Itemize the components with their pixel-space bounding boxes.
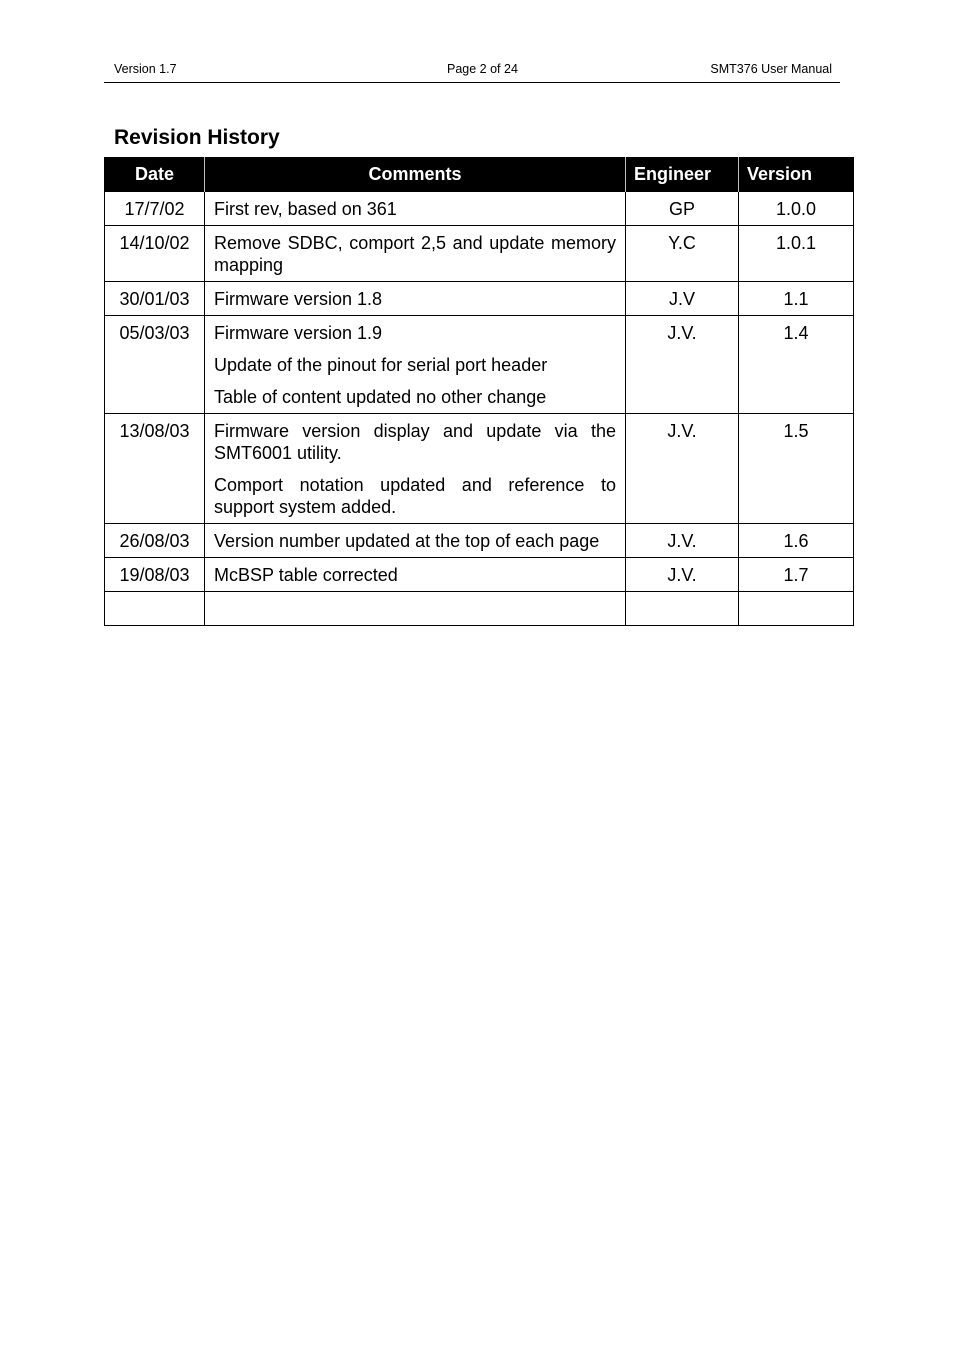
cell-engineer: GP	[626, 192, 739, 226]
header-version: Version 1.7	[114, 62, 177, 76]
cell-comments	[205, 192, 626, 226]
cell-comments	[205, 282, 626, 316]
cell-comments	[205, 524, 626, 558]
comment-line: Firmware version 1.8	[214, 289, 383, 309]
cell-date: 13/08/03	[105, 414, 205, 524]
cell-engineer: J.V.	[626, 414, 739, 524]
table-row	[105, 226, 854, 282]
cell-date: 30/01/03	[105, 282, 205, 316]
cell-date: 26/08/03	[105, 524, 205, 558]
comment-line: Update of the pinout for serial port header	[214, 355, 548, 375]
cell-version: 1.5	[739, 414, 854, 524]
comment-line: Firmware version display and update via the SMT6001 utility.	[214, 421, 616, 463]
cell-engineer: J.V.	[626, 316, 739, 414]
table-row	[105, 282, 854, 316]
section-title: Revision History	[114, 126, 280, 149]
table-row	[105, 558, 854, 592]
comment-line: Table of content updated no other change	[214, 387, 547, 407]
column-header-version: Version	[739, 157, 854, 192]
column-header-date: Date	[105, 157, 205, 192]
column-header-engineer: Engineer	[626, 157, 739, 192]
header-page-number: Page 2 of 24	[447, 62, 518, 76]
cell-version: 1.0.0	[739, 192, 854, 226]
cell-comments	[205, 592, 626, 626]
comment-line: McBSP table corrected	[214, 565, 398, 585]
table-row	[105, 192, 854, 226]
column-header-comments: Comments	[205, 157, 626, 192]
cell-comments	[205, 316, 626, 414]
revision-history-table	[104, 157, 854, 626]
cell-version: 1.6	[739, 524, 854, 558]
cell-engineer: Y.C	[626, 226, 739, 282]
cell-date: 17/7/02	[105, 192, 205, 226]
cell-version: 1.7	[739, 558, 854, 592]
table-row-empty	[105, 592, 854, 626]
cell-engineer: J.V	[626, 282, 739, 316]
cell-version: 1.0.1	[739, 226, 854, 282]
cell-date: 14/10/02	[105, 226, 205, 282]
table-row	[105, 524, 854, 558]
comment-line: Version number updated at the top of each page	[214, 531, 600, 551]
table-row	[105, 316, 854, 414]
table-header-row	[105, 157, 854, 192]
cell-date: 05/03/03	[105, 316, 205, 414]
cell-date	[105, 592, 205, 626]
cell-comments	[205, 414, 626, 524]
cell-version: 1.4	[739, 316, 854, 414]
comment-line: Firmware version 1.9	[214, 323, 383, 343]
comment-line: Comport notation updated and reference to support system added.	[214, 475, 616, 517]
cell-date: 19/08/03	[105, 558, 205, 592]
page-header	[104, 56, 840, 83]
cell-comments	[205, 226, 626, 282]
comment-line: Remove SDBC, comport 2,5 and update memory mapping	[214, 233, 616, 275]
cell-engineer	[626, 592, 739, 626]
cell-version: 1.1	[739, 282, 854, 316]
comment-line: First rev, based on 361	[214, 199, 397, 219]
cell-engineer: J.V.	[626, 558, 739, 592]
cell-version	[739, 592, 854, 626]
header-manual-title: SMT376 User Manual	[710, 62, 832, 76]
cell-engineer: J.V.	[626, 524, 739, 558]
table-row	[105, 414, 854, 524]
cell-comments	[205, 558, 626, 592]
